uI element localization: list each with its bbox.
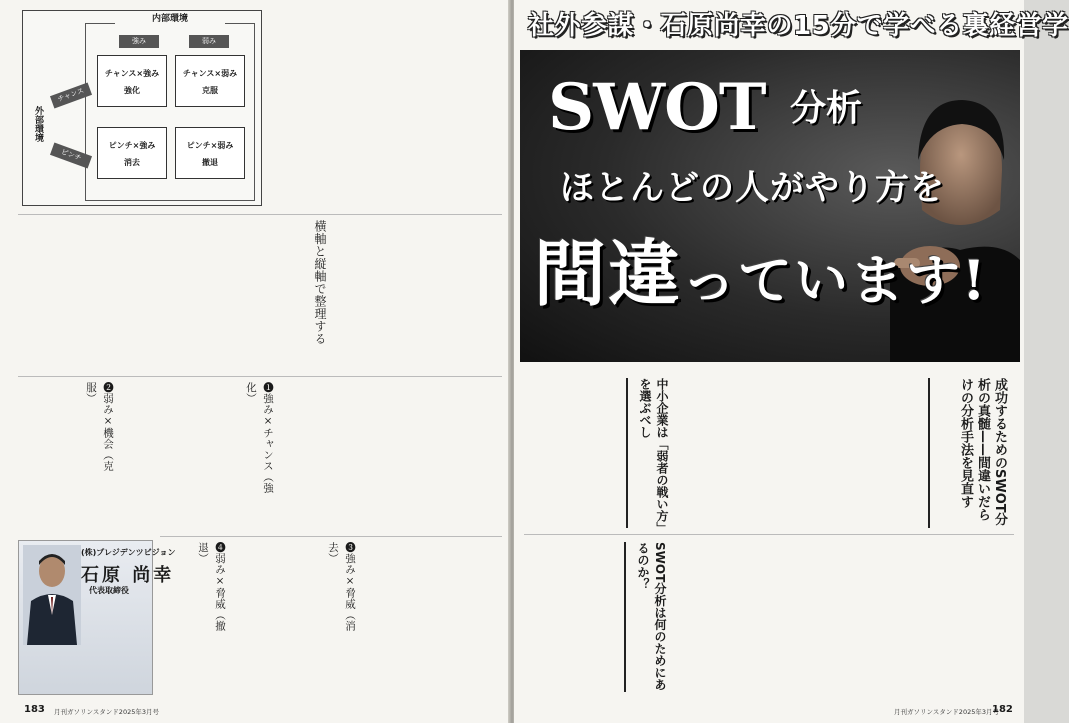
- hero-swot: SWOT: [548, 70, 766, 145]
- body-col-7: [360, 542, 502, 700]
- hero-analysis: 分析: [790, 88, 863, 129]
- right-lower-body: [674, 542, 1010, 692]
- author-photo: [23, 545, 81, 645]
- hero-banner: [520, 50, 1020, 362]
- arrow-chance: チャンス: [50, 83, 92, 109]
- cell-strategy: 消去: [124, 158, 140, 167]
- arrow-strength: 強み: [119, 35, 159, 48]
- sub-body: [524, 378, 622, 528]
- cell-strategy: 克服: [202, 86, 218, 95]
- body-col-8: [230, 542, 338, 700]
- magazine-name-right: 月刊ガソリンスタンド2025年3月号: [894, 708, 999, 716]
- cell-title: チャンス×強み: [104, 69, 160, 78]
- cell-strategy: 撤退: [202, 158, 218, 167]
- right-page: [514, 0, 1069, 723]
- cell-title: ピンチ×強み: [108, 141, 156, 150]
- page-number-left: 183: [24, 704, 45, 715]
- item-head-3: ❸強み×脅威（消去）: [327, 542, 356, 632]
- lead-body: [676, 378, 922, 528]
- item-head-2: ❷弱み×機会（克服）: [85, 382, 114, 472]
- lead-heading: 成功するためのSWOT分析の真髄——間違いだらけの分析手法を見直す: [928, 378, 1008, 528]
- body-col-6: [18, 382, 96, 532]
- series-title: 社外参謀・石原尚幸の15分で学べる裏経営学: [528, 11, 1069, 41]
- right-body: [524, 372, 1014, 697]
- band-divider-2: [18, 376, 502, 377]
- page-number-right: 182: [992, 704, 1013, 715]
- cell-chance-strength: [97, 55, 167, 107]
- left-page: [0, 0, 510, 723]
- body-col-2: [330, 220, 502, 370]
- hero-headline-big: 間違: [534, 231, 683, 316]
- sub-heading-weak-strategy: 中小企業は「弱者の戦い方」を選ぶべし: [626, 378, 670, 528]
- cell-title: ピンチ×弱み: [186, 141, 234, 150]
- body-col-3: [18, 220, 306, 370]
- arrow-weakness: 弱み: [189, 35, 229, 48]
- cell-strategy: 強化: [124, 86, 140, 95]
- internal-env-label: 内部環境: [115, 11, 225, 27]
- body-col-5: [120, 382, 256, 532]
- body-col-1: [270, 14, 502, 210]
- section-heading-axes: 横軸と縦軸で整理する: [313, 220, 327, 345]
- sub-heading-swot-purpose: SWOT分析は何のためにあるのか？: [624, 542, 668, 692]
- cell-pinch-weakness: [175, 127, 245, 179]
- band-divider-1: [18, 214, 502, 215]
- external-env-label: 外部環境: [33, 106, 43, 142]
- arrow-pinch: ピンチ: [50, 143, 92, 169]
- item-head-1: ❶強み×チャンス（強化）: [245, 382, 274, 494]
- body-col-4: [360, 382, 502, 532]
- author-name: 石原 尚幸: [81, 565, 175, 586]
- swot-diagram: [22, 10, 262, 206]
- hero-headline-small: っています!: [682, 248, 988, 312]
- hero-headline: [534, 226, 988, 328]
- magazine-name-left: 月刊ガソリンスタンド2025年3月号: [54, 708, 159, 716]
- author-title: 代表取締役: [89, 586, 129, 595]
- hero-subtitle: ほとんどの人がやり方を: [560, 168, 945, 208]
- cell-pinch-strength: [97, 127, 167, 179]
- band-divider-3: [160, 536, 502, 537]
- author-company: (株)プレジデンツビジョン: [81, 548, 176, 557]
- item-head-4: ❹弱み×脅威（撤退）: [197, 542, 226, 632]
- band-divider-right: [524, 534, 1014, 535]
- cell-chance-weakness: [175, 55, 245, 107]
- author-profile: [18, 540, 176, 695]
- cell-title: チャンス×弱み: [182, 69, 238, 78]
